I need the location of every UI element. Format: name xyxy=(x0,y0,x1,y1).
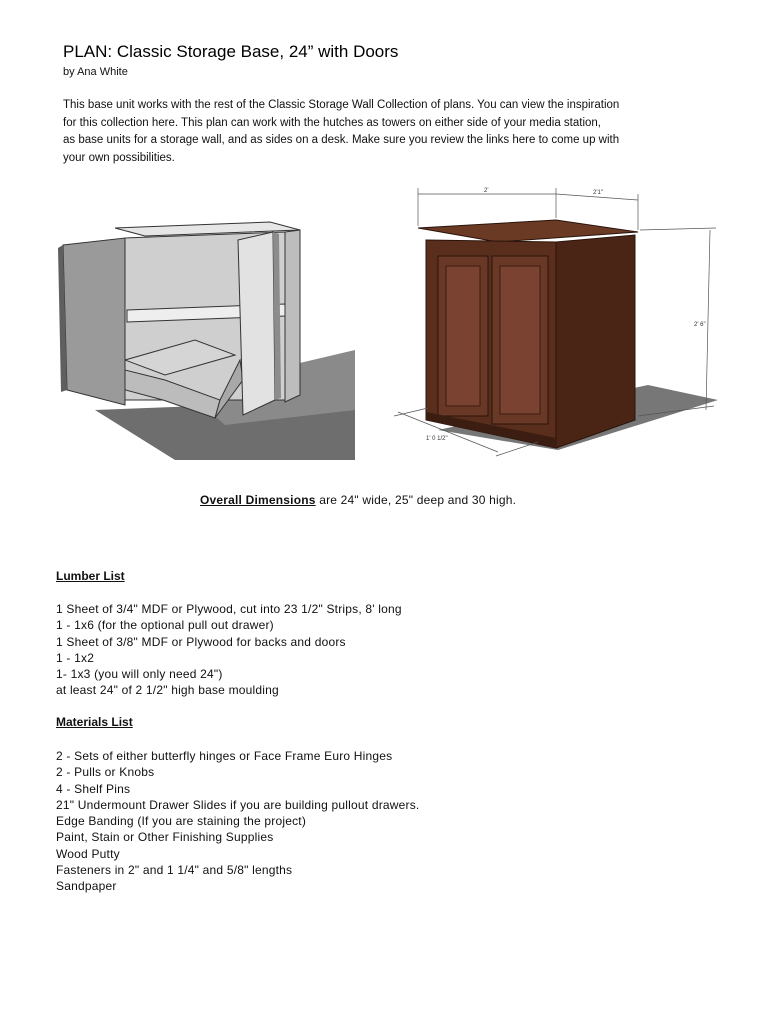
dimensions-text: are 24" wide, 25" deep and 30 high. xyxy=(315,493,517,507)
materials-list xyxy=(56,748,419,895)
dim-label-width: 2' xyxy=(484,188,489,194)
dim-line-height xyxy=(706,230,710,410)
dim-label-depth-top: 2'1" xyxy=(593,190,603,196)
list-item: 2 - Sets of either butterfly hinges or Face Frame Euro Hinges xyxy=(56,749,393,763)
page-title: PLAN: Classic Storage Base, 24” with Doors xyxy=(63,42,399,61)
materials-list-heading: Materials List xyxy=(56,715,133,729)
list-item: 21" Undermount Drawer Slides if you are building pullout drawers. xyxy=(56,797,420,812)
list-item: Paint, Stain or Other Finishing Supplies xyxy=(56,830,274,845)
lumber-list-heading: Lumber List xyxy=(56,569,125,583)
list-item: 4 - Shelf Pins xyxy=(56,781,131,796)
list-item: 2 - Pulls or Knobs xyxy=(56,765,155,780)
cabinet-side xyxy=(556,235,635,448)
left-door xyxy=(63,238,125,405)
dim-tick xyxy=(394,408,428,416)
closed-cabinet-illustration xyxy=(388,180,743,470)
intro-line: your own possibilities. xyxy=(63,151,175,164)
overall-dimensions xyxy=(200,493,516,507)
author-byline: by Ana White xyxy=(63,66,128,78)
intro-line: This base unit works with the rest of the Classic Storage Wall Collection of plans. You can view the inspiration xyxy=(63,99,620,111)
list-item: 1- 1x3 (you will only need 24") xyxy=(56,667,223,682)
list-item: Wood Putty xyxy=(56,846,120,861)
intro-line: as base units for a storage wall, and as sides on a desk. Make sure you review the links here to come up with xyxy=(63,134,620,146)
intro-paragraph xyxy=(63,97,713,167)
list-item: 1 Sheet of 3/4" MDF or Plywood, cut into 23 1/2" Strips, 8' long xyxy=(56,602,402,616)
cabinet-side xyxy=(285,230,300,402)
dim-label-depth-bottom: 1' 0 1/2" xyxy=(426,436,448,442)
list-item: 1 Sheet of 3/8" MDF or Plywood for backs and doors xyxy=(56,634,346,649)
open-cabinet-illustration xyxy=(55,210,355,460)
list-item: Fasteners in 2" and 1 1/4" and 5/8" lengths xyxy=(56,863,293,878)
dim-label-height: 2' 6" xyxy=(694,322,706,328)
list-item: at least 24" of 2 1/2" high base moulding xyxy=(56,683,279,698)
left-door-inset xyxy=(446,266,480,406)
lumber-list xyxy=(56,601,402,699)
list-item: 1 - 1x6 (for the optional pull out drawer) xyxy=(56,618,274,633)
list-item: Edge Banding (If you are staining the project) xyxy=(56,814,307,829)
right-door xyxy=(238,232,275,415)
right-door-inset xyxy=(500,266,540,414)
dim-tick xyxy=(496,442,538,456)
list-item: 1 - 1x2 xyxy=(56,650,95,665)
intro-line: for this collection here. This plan can work with the hutches as towers on either side of your media station, xyxy=(63,116,602,129)
list-item: Sandpaper xyxy=(56,879,117,894)
dimensions-lead: Overall Dimensions xyxy=(200,493,316,507)
dim-tick xyxy=(640,228,716,230)
